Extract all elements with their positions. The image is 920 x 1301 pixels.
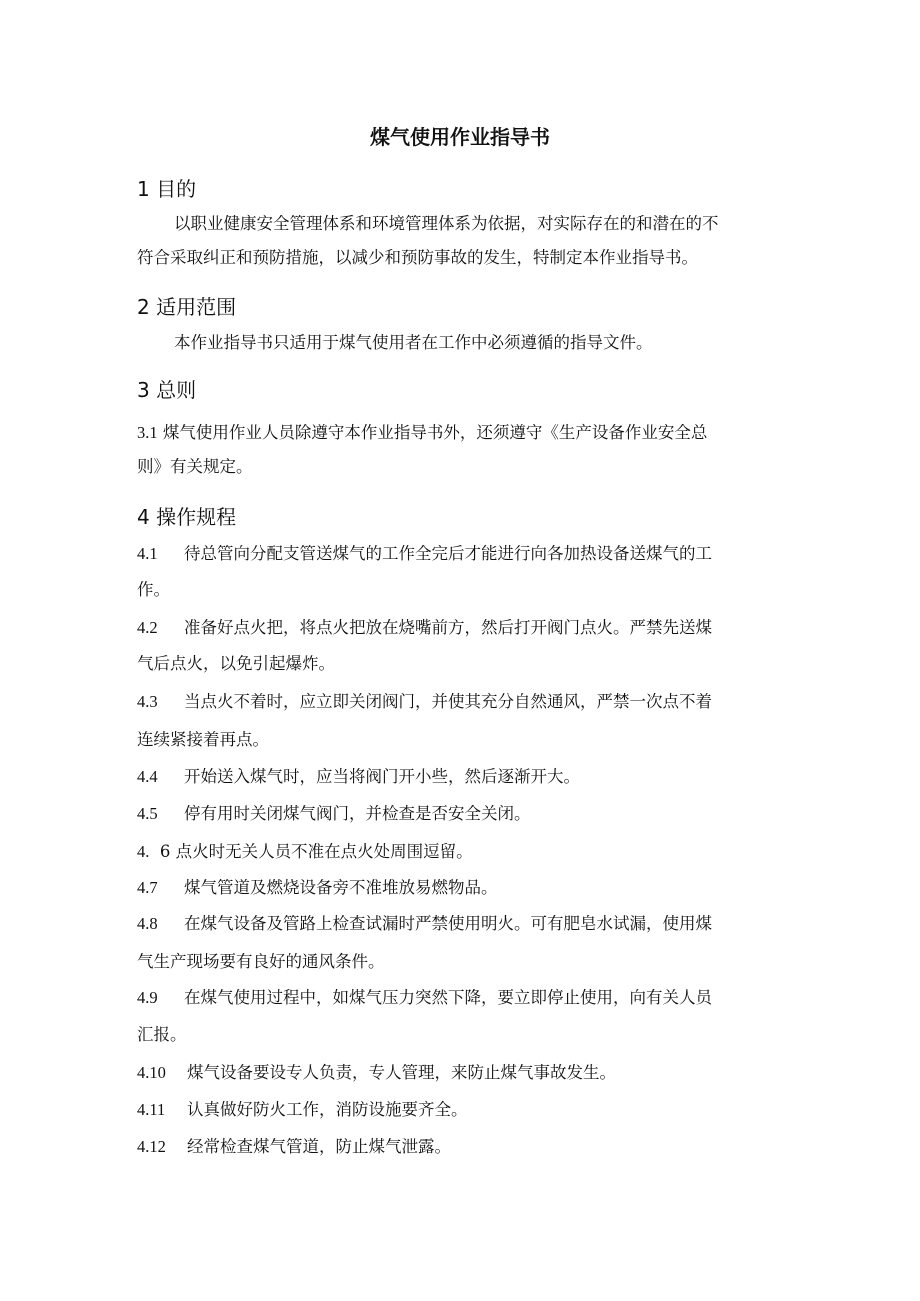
clause-4-9-line-2: 汇报。 — [137, 1025, 187, 1044]
clause-text: 经常检查煤气管道，防止煤气泄露。 — [187, 1137, 451, 1156]
section-1-paragraph-line-2: 符合采取纠正和预防措施，以减少和预防事故的发生，特制定本作业指导书。 — [137, 248, 698, 267]
clause-number: 4.4 — [137, 767, 158, 786]
clause-4-2-line-1 — [137, 616, 797, 640]
clause-4-8-line-2: 气生产现场要有良好的通风条件。 — [137, 952, 385, 971]
clause-text: 准备好点火把，将点火把放在烧嘴前方，然后打开阀门点火。严禁先送煤 — [184, 618, 712, 637]
clause-4-9-line-1 — [137, 986, 797, 1010]
clause-number: 4.12 — [137, 1137, 166, 1156]
section-3-heading: 3 总则 — [137, 378, 197, 402]
clause-number: 4.1 — [137, 544, 158, 563]
clause-text: 在煤气设备及管路上检查试漏时严禁使用明火。可有肥皂水试漏，使用煤 — [184, 914, 712, 933]
section-1-paragraph-line-1: 以职业健康安全管理体系和环境管理体系为依据，对实际存在的和潜在的不 — [174, 214, 719, 233]
section-4-heading: 4 操作规程 — [137, 505, 237, 529]
clause-text: 在煤气使用过程中，如煤气压力突然下降，要立即停止使用，向有关人员 — [184, 988, 712, 1007]
clause-text: 6 点火时无关人员不准在点火处周围逗留。 — [159, 842, 473, 861]
clause-4-6 — [137, 840, 797, 864]
clause-4-3-line-2: 连续紧接着再点。 — [137, 730, 269, 749]
clause-4-10 — [137, 1061, 797, 1085]
clause-4-5 — [137, 802, 797, 826]
clause-number: 3.1 — [137, 423, 158, 442]
document-title: 煤气使用作业指导书 — [370, 125, 550, 149]
clause-text: 开始送入煤气时，应当将阀门开小些，然后逐渐开大。 — [184, 767, 580, 786]
clause-text: 煤气使用作业人员除遵守本作业指导书外，还须遵守《生产设备作业安全总 — [162, 423, 708, 442]
clause-4-11 — [137, 1098, 797, 1122]
clause-number: 4. — [137, 842, 150, 861]
clause-text: 待总管向分配支管送煤气的工作全完后才能进行向各加热设备送煤气的工 — [184, 544, 712, 563]
section-2-heading: 2 适用范围 — [137, 295, 237, 319]
clause-number: 4.5 — [137, 804, 158, 823]
clause-text: 煤气设备要设专人负责，专人管理，来防止煤气事故发生。 — [187, 1063, 616, 1082]
clause-4-4 — [137, 765, 797, 789]
clause-4-1-line-2: 作。 — [137, 580, 170, 599]
clause-number: 4.2 — [137, 618, 158, 637]
clause-4-8-line-1 — [137, 912, 797, 936]
clause-4-1-line-1 — [137, 542, 797, 566]
clause-3-1-line-1 — [137, 421, 797, 445]
clause-text: 煤气管道及燃烧设备旁不准堆放易燃物品。 — [184, 878, 498, 897]
clause-4-12 — [137, 1135, 797, 1159]
clause-number: 4.8 — [137, 914, 158, 933]
clause-number: 4.9 — [137, 988, 158, 1007]
clause-text: 当点火不着时，应立即关闭阀门，并使其充分自然通风，严禁一次点不着 — [184, 692, 712, 711]
clause-number: 4.3 — [137, 692, 158, 711]
clause-number: 4.7 — [137, 878, 158, 897]
clause-4-2-line-2: 气后点火，以免引起爆炸。 — [137, 654, 335, 673]
clause-text: 停有用时关闭煤气阀门，并检查是否安全关闭。 — [184, 804, 531, 823]
clause-4-7 — [137, 876, 797, 900]
clause-number: 4.11 — [137, 1100, 166, 1119]
clause-number: 4.10 — [137, 1063, 166, 1082]
section-1-heading: 1 目的 — [137, 177, 197, 201]
clause-4-3-line-1 — [137, 690, 797, 714]
clause-3-1-line-2: 则》有关规定。 — [137, 457, 253, 476]
clause-text: 认真做好防火工作，消防设施要齐全。 — [187, 1100, 468, 1119]
section-2-paragraph: 本作业指导书只适用于煤气使用者在工作中必须遵循的指导文件。 — [174, 333, 653, 352]
